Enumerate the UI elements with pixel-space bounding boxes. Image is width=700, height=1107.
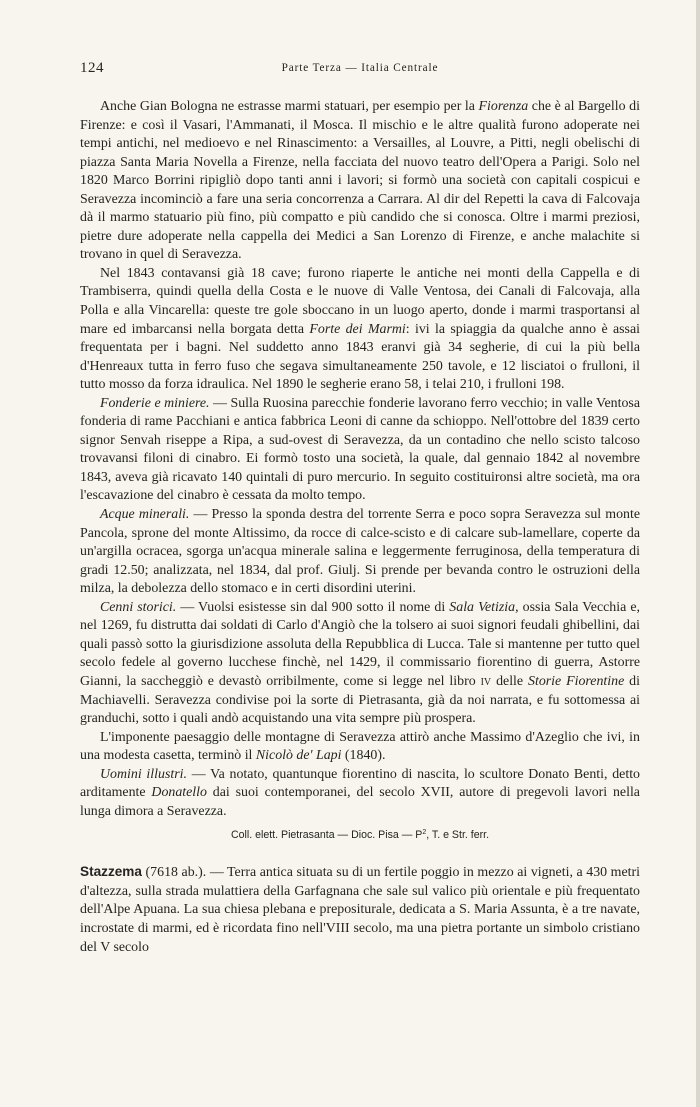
page-body xyxy=(80,98,640,957)
italic-work-title: Fiorenza xyxy=(478,99,529,114)
paragraph-text: (7618 ab.). — Terra antica situata su di un fertile poggio in mezzo ai vigneti, a 430 metri d'altezza, sulla strada mulattiera della Garfagnana che sale sul valico più orientale e più frequentato dell'Alpe Apuana. La sua chiesa plebana e prepositurale, dedicata a S. Maria Assunta, è a tre navate, incrostate di marmi, ed è ricordata fino nell'VIII secolo, ma una pietra portante un simbolo cristiano del V secolo xyxy=(80,865,640,955)
paragraph-text: , ossia Sala Vecchia e, nel 1269, fu distrutta dai soldati di Carlo d'Angiò che la tolsero ai suoi signori feudali ghibellini, dai quali passò sotto la giurisdizione assoluta della Repubblica di Lucca. Tale si mantenne per tutto quel secolo fedele al governo lucchese finchè, nel 1429, il commissario fiorentino di guerra, Astorre Gianni, la saccheggiò e devastò orribilmente, come si legge nel libro xyxy=(80,599,640,689)
admin-text: Coll. elett. Pietrasanta — Dioc. Pisa — P xyxy=(230,829,423,842)
page-number: 124 xyxy=(80,60,104,76)
paragraph-cave-1843 xyxy=(80,265,640,395)
paragraph-text: — Sulla Ruosina parecchie fonderie lavorano ferro vecchio; in valle Ventosa fonderia di rame Pacchiani e antica fabbrica Leoni di canne da schioppo. Nell'ottobre del 1839 certo signor Senvah riseppe a Ripa, a sud-ovest di Seravezza, da un contadino che nello scisto talcoso trovavansi filoni di cinabro. Ei formò tosto una società, la quale, dal gennaio 1842 al novembre 1843, aveva già ricavato 140 quintali di puro mercurio. In seguito costituironsi altre società, ma ora l'escavazione del cinabro è cessata da molto tempo. xyxy=(80,395,640,504)
page-header xyxy=(80,60,640,80)
paragraph-text: Anche Gian Bologna ne estrasse marmi statuari, per esempio per la xyxy=(100,99,479,114)
page-edge-shadow xyxy=(696,0,700,1107)
paragraph-text: di Machiavelli. Seravezza condivise poi la sorte di Pietrasanta, già da noi narrata, e fu sottomessa ai granduchi, sotto i quali andò acquistando una vita sempre più prospera. xyxy=(80,673,640,727)
paragraph-azeglio xyxy=(80,729,640,766)
section-title: Fonderie e miniere. xyxy=(100,395,210,411)
paragraph-fonderie xyxy=(80,395,640,506)
paragraph-text: che è al Bargello di Firenze: e così il Vasari, l'Ammanati, il Mosca. Il mischio e le altre qualità furono adoperate nei tempi antichi, nel medioevo e nel Rinascimento: a Versailles, al Louvre, a Pitti, negli obelischi di piazza Santa Maria Novella a Firenze, nella facciata del nuovo teatro dell'Opera a Parigi. Solo nel 1820 Marco Borrini ripigliò dopo tanti anni i lavori; si formò una società con capitali cospicui e Seravezza incominciò a fare una seria concorrenza a Carrara. Al dir del Repetti la cava di Falcovaja dà il marmo statuario più fino, più compatto e più candido che si conosca. Oltre i marmi preziosi, pietre dure adoperate nella cappella dei Medici a San Lorenzo di Firenze, e anche malachite si trovano in quel di Seravezza. xyxy=(80,99,640,263)
section-title: Acque minerali. xyxy=(100,507,190,523)
section-title: Uomini illustri. xyxy=(100,766,187,782)
section-title: Cenni storici. xyxy=(100,599,177,615)
paragraph-text: — Presso la sponda destra del torrente Serra e poco sopra Seravezza sul monte Pancola, sprone del monte Altissimo, da rocce di calce-scisto e di calcare sub-lamellare, coperte da un'argilla ocracea, sgorga un'acqua minerale salina e leggermente ferruginosa, della temperatura di gradi 12.50; analizzata, nel 1834, dal prof. Giulj. Si prende per bevanda contro le ostruzioni della milza, la debolezza dello stomaco e in certi disordini uterini. xyxy=(80,507,640,597)
administrative-info-line xyxy=(80,828,640,842)
paragraph-text: dai suoi contemporanei, del secolo XVII, autore di pregevoli lavori nella lunga dimora a Seravezza. xyxy=(80,785,640,819)
paragraph-text: — Va notato, quantunque fiorentino di nascita, lo scultore Donato Benti, detto arditamente xyxy=(80,766,640,801)
admin-text: , T. e Str. ferr. xyxy=(426,829,490,842)
paragraph-cenni-storici xyxy=(80,599,640,729)
entry-stazzema xyxy=(80,863,640,957)
paragraph-acque-minerali xyxy=(80,506,640,599)
italic-name: Donatello xyxy=(151,785,207,801)
paragraph-gian-bologna xyxy=(80,98,640,265)
superscript: 2 xyxy=(422,829,427,837)
italic-work-title: Nicolò de' Lapi xyxy=(255,748,342,764)
entry-headword: Stazzema xyxy=(80,864,142,880)
paragraph-uomini-illustri xyxy=(80,766,640,822)
paragraph-text: — Vuolsi esistesse sin dal 900 sotto il nome di xyxy=(176,599,450,615)
paragraph-text: delle xyxy=(491,673,529,689)
roman-numeral: iv xyxy=(480,673,492,689)
italic-work-title: Storie Fiorentine xyxy=(528,673,625,689)
paragraph-text: L'imponente paesaggio delle montagne di Seravezza attirò anche Massimo d'Azeglio che ivi, in una modesta casetta, terminò il xyxy=(80,729,640,764)
paragraph-text: : ivi la spiaggia da qualche anno è assai frequentata per i bagni. Nel suddetto anno 1843 eranvi già 34 segherie, di cui la più bella d'Henreaux tutta in ferro fuso che segava simultaneamente 250 tavole, e 12 lisciatoi o frulloni, il tutto mosso da forza idraulica. Nel 1890 le segherie erano 58, i telai 210, i frulloni 198. xyxy=(80,321,640,393)
paragraph-text: Nel 1843 contavansi già 18 cave; furono riaperte le antiche nei monti della Cappella e di Trambiserra, quindi quella della Costa e le nuove di Valle Ventosa, dei Canali di Falcovaja, alla Polla e alla Vincarella: queste tre gole sboccano in un luogo aperto, donde i marmi trasportansi al mare ed imbarcansi nella borgata detta xyxy=(80,265,640,337)
italic-place-name: Sala Vetizia xyxy=(449,599,516,615)
running-title: Parte Terza — Italia Centrale xyxy=(281,62,439,74)
paragraph-text: (1840). xyxy=(341,748,386,764)
italic-place-name: Forte dei Marmi xyxy=(309,321,406,337)
